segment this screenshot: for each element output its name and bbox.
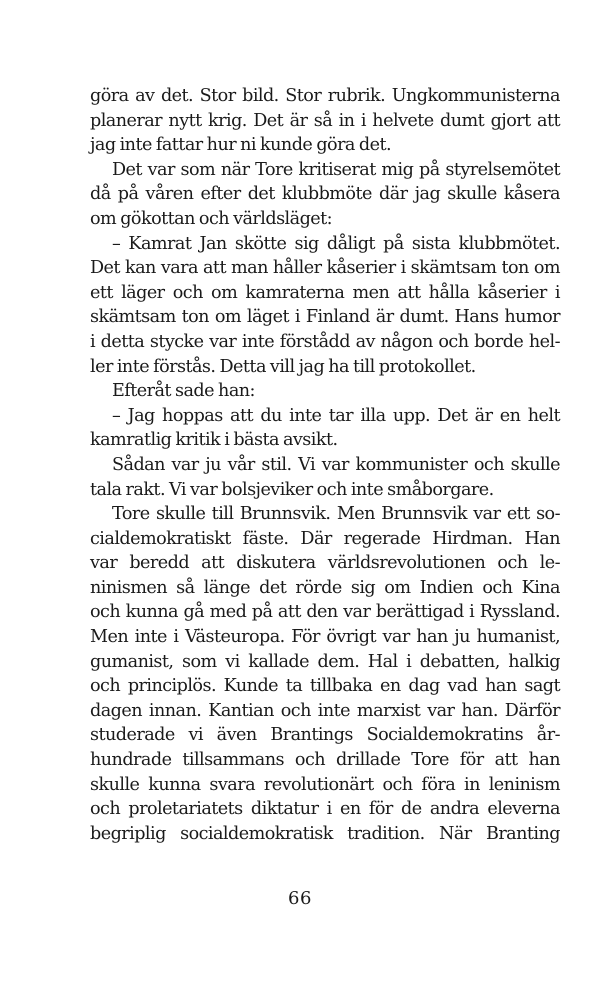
text-line: begriplig socialdemokratisk tradition. När Branting bbox=[90, 823, 560, 844]
text-line: ler inte förstås. Detta vill jag ha till protokollet. bbox=[90, 356, 476, 377]
text-line: om gökottan och världsläget: bbox=[90, 208, 333, 229]
page-number: 66 bbox=[288, 888, 312, 909]
text-line: var beredd att diskutera världsrevolutionen och le- bbox=[90, 553, 560, 574]
text-line: och principlös. Kunde ta tillbaka en dag vad han sagt bbox=[90, 676, 560, 697]
text-line: – Jag hoppas att du inte tar illa upp. Det är en helt bbox=[112, 405, 560, 426]
text-line: Men inte i Västeuropa. För övrigt var han ju humanist, bbox=[90, 627, 560, 648]
text-line: och proletariatets diktatur i en för de andra eleverna bbox=[90, 799, 560, 820]
text-line: skulle kunna svara revolutionärt och föra in leninism bbox=[90, 774, 560, 795]
text-line: ninismen så länge det rörde sig om Indien och Kina bbox=[90, 577, 560, 598]
text-line: Det kan vara att man håller kåserier i skämtsam ton om bbox=[90, 258, 560, 279]
text-line: kamratlig kritik i bästa avsikt. bbox=[90, 430, 338, 451]
text-line: göra av det. Stor bild. Stor rubrik. Ungkommunisterna bbox=[90, 86, 560, 106]
text-line: dagen innan. Kantian och inte marxist var han. Därför bbox=[90, 700, 560, 721]
text-line: gumanist, som vi kallade dem. Hal i debatten, halkig bbox=[90, 651, 560, 672]
text-line: Det var som när Tore kritiserat mig på styrelsemötet bbox=[112, 159, 560, 180]
text-line: Sådan var ju vår stil. Vi var kommunister och skulle bbox=[112, 454, 560, 475]
text-line: då på våren efter det klubbmöte där jag skulle kåsera bbox=[90, 184, 560, 205]
text-line: cialdemokratiskt fäste. Där regerade Hirdman. Han bbox=[90, 528, 560, 549]
text-line: skämtsam ton om läget i Finland är dumt. Hans humor bbox=[90, 307, 560, 328]
text-line: tala rakt. Vi var bolsjeviker och inte småborgare. bbox=[90, 479, 494, 500]
text-line: i detta stycke var inte förstådd av någon och borde hel- bbox=[90, 331, 560, 352]
text-line: studerade vi även Brantings Socialdemokratins år- bbox=[90, 725, 560, 746]
text-line: Efteråt sade han: bbox=[112, 381, 255, 402]
text-line: jag inte fattar hur ni kunde göra det. bbox=[90, 135, 392, 156]
body-text bbox=[90, 84, 560, 846]
text-line: planerar nytt krig. Det är så in i helvete dumt gjort att bbox=[90, 110, 560, 131]
text-line: och kunna gå med på att den var berättigad i Ryssland. bbox=[90, 602, 560, 623]
text-line: – Kamrat Jan skötte sig dåligt på sista klubbmötet. bbox=[112, 233, 560, 254]
text-line: ett läger och om kamraterna men att hålla kåserier i bbox=[90, 282, 560, 303]
text-line: Tore skulle till Brunnsvik. Men Brunnsvik var ett so- bbox=[112, 504, 560, 525]
text-line: hundrade tillsammans och drillade Tore för att han bbox=[90, 750, 560, 771]
